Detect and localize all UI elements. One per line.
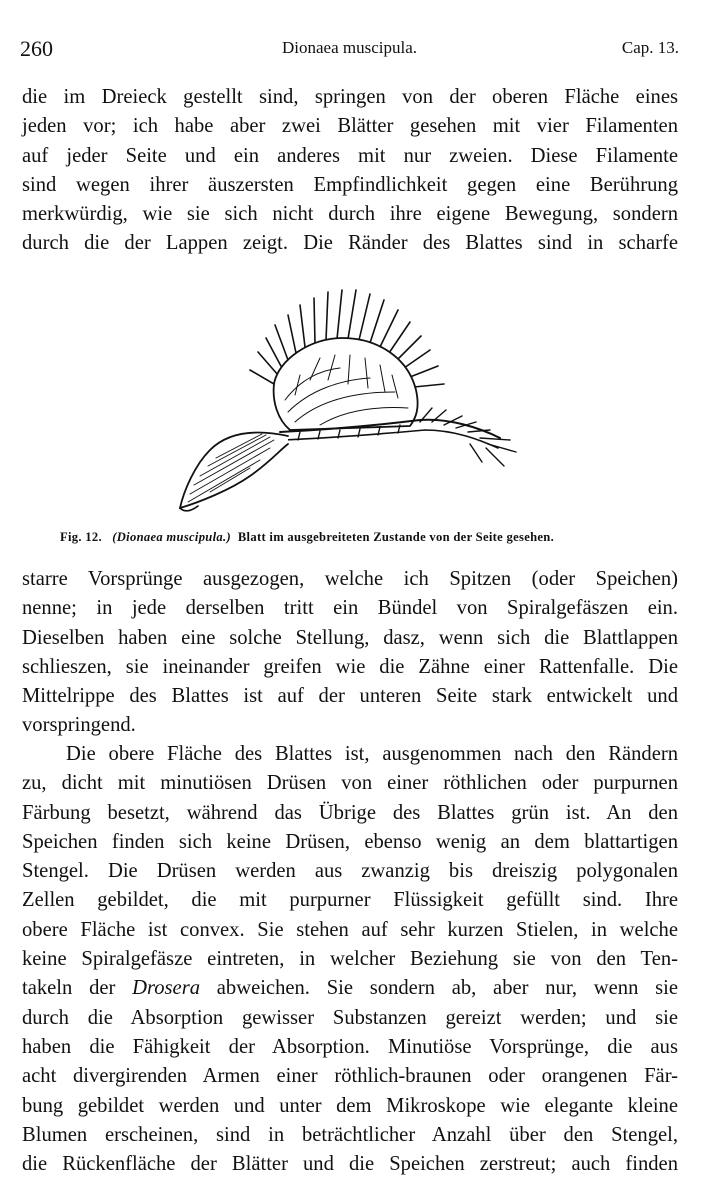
text-line: takeln der Drosera abweichen. Sie sondern ab, aber nur, wenn sie — [22, 977, 678, 1000]
text-line: schlieszen, sie ineinander greifen wie die Zähne einer Rattenfalle. Die — [22, 655, 678, 678]
text-line: Blumen erscheinen, sind in beträchtlicher Anzahl über den Stengel, — [22, 1123, 678, 1146]
text-line: durch die Absorption gewisser Substanzen gereizt werden; und sie — [22, 1006, 678, 1029]
page-header — [20, 36, 679, 64]
text-line: vorspringend. — [22, 714, 136, 737]
text-line: zu, dicht mit minutiösen Drüsen von einer röthlichen oder purpurnen — [22, 772, 678, 795]
text-line: Speichen finden sich keine Drüsen, ebenso wenig an dem blattartigen — [22, 830, 678, 853]
text-line: keine Spiralgefäsze eintreten, in welcher Beziehung sie von den Ten- — [22, 948, 678, 971]
chapter-label: Cap. 13. — [621, 38, 679, 57]
text-line: Färbung besetzt, während das Übrige des Blattes grün ist. An den — [22, 801, 678, 824]
figure-caption — [60, 530, 650, 545]
paragraph-3 — [22, 740, 678, 1179]
venus-flytrap-leaf-illustration — [170, 280, 530, 520]
text-line: obere Fläche ist convex. Sie stehen auf sehr kurzen Stielen, in welche — [22, 918, 678, 941]
page-number: 260 — [20, 36, 53, 61]
text-line: sind wegen ihrer äuszersten Empfindlichkeit gegen eine Berührung — [22, 173, 678, 196]
paragraph-1 — [22, 83, 678, 259]
paragraph-2 — [22, 565, 678, 741]
text-line: auf jeder Seite und ein anderes mit nur zweien. Diese Filamente — [22, 144, 678, 167]
text-line: starre Vorsprünge ausgezogen, welche ich Spitzen (oder Speichen) — [22, 568, 678, 590]
text-line: bung gebildet werden und unter dem Mikroskope wie elegante kleine — [22, 1094, 678, 1117]
text-line: jeden vor; ich habe aber zwei Blätter gesehen mit vier Filamenten — [22, 115, 678, 138]
running-title: Dionaea muscipula. — [281, 38, 417, 57]
text-line: Zellen gebildet, die mit purpurner Flüssigkeit gefüllt sind. Ihre — [22, 889, 678, 912]
figure-caption-text: Blatt im ausgebreiteten Zustande von der Seite gesehen. — [237, 530, 555, 544]
text-line: nenne; in jede derselben tritt ein Bündel von Spiralgefäszen ein. — [22, 597, 678, 620]
text-line: Mittelrippe des Blattes ist auf der unteren Seite stark entwickelt und — [22, 685, 678, 708]
figure-species: (Dionaea muscipula.) — [112, 530, 231, 544]
figure-label: Fig. 12. — [60, 530, 102, 544]
text-line: haben die Fähigkeit der Absorption. Minutiöse Vorsprünge, die aus — [22, 1035, 678, 1058]
text-line: merkwürdig, wie sie sich nicht durch ihre eigene Bewegung, sondern — [22, 203, 678, 226]
text-line: Stengel. Die Drüsen werden aus zwanzig bis dreiszig polygonalen — [22, 860, 678, 883]
genus-name: Drosera — [132, 977, 201, 1000]
text-line: Die obere Fläche des Blattes ist, ausgenommen nach den Rändern — [66, 743, 678, 765]
text-line: die im Dreieck gestellt sind, springen von der oberen Fläche eines — [22, 86, 678, 108]
text-line: acht divergirenden Armen einer röthlich-braunen oder orangenen Fär- — [22, 1065, 678, 1088]
text-line: die Rückenfläche der Blätter und die Speichen zerstreut; auch finden — [22, 1153, 678, 1176]
text-line: durch die der Lappen zeigt. Die Ränder des Blattes sind in scharfe — [22, 232, 678, 255]
text-line: Dieselben haben eine solche Stellung, dasz, wenn sich die Blattlappen — [22, 626, 678, 649]
